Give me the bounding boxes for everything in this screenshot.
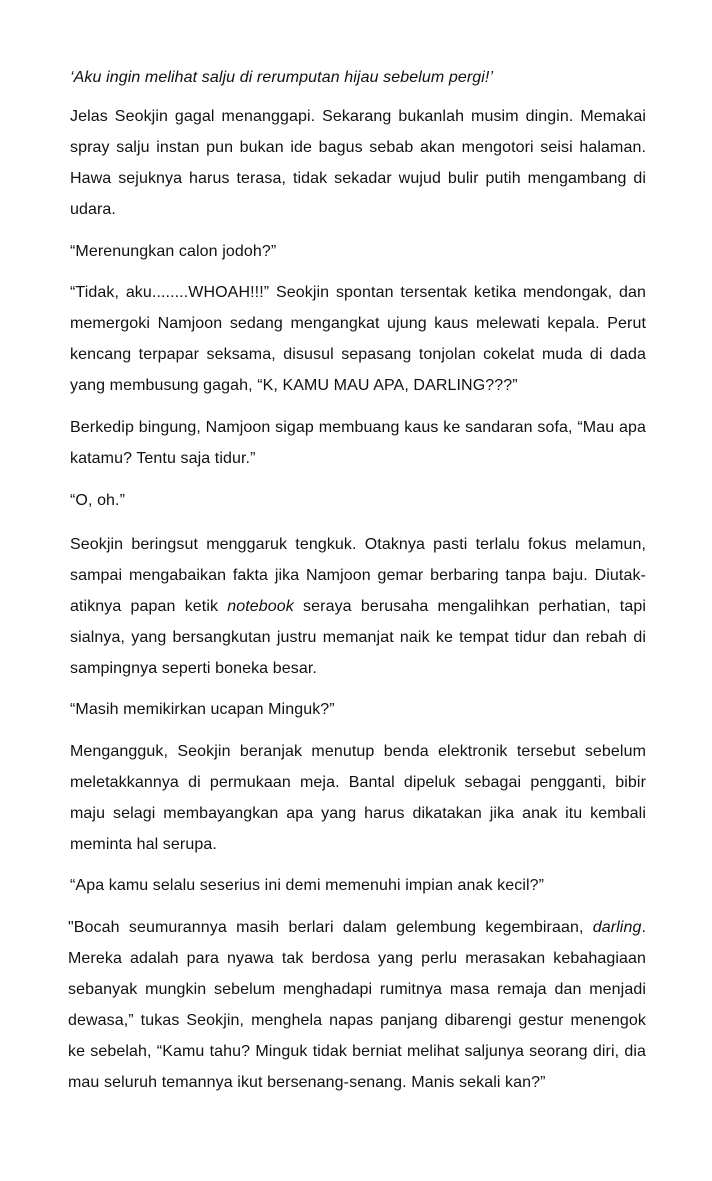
paragraph-bocah-text-after: . Mereka adalah para nyawa tak berdosa yang perlu merasakan kebahagiaan sebanyak mungkin sebelum menghadapi rumitnya masa remaja dan menjadi dewasa,” tukas Seokjin, menghela napas panjang dibarengi gestur menengok ke sebelah, “Kamu tahu? Minguk tidak berniat melihat saljunya seorang diri, dia mau seluruh temannya ikut bersenang-senang. Manis sekali kan?” — [68, 919, 646, 1091]
paragraph-notebook-text-before: Seokjin beringsut menggaruk tengkuk. Otaknya pasti terlalu fokus melamun, sampai mengabaikan fakta jika Namjoon gemar berbaring tanpa baju. Diutak-atiknya papan ketik — [70, 536, 646, 615]
paragraph-whoah: “Tidak, aku........WHOAH!!!” Seokjin spontan tersentak ketika mendongak, dan memergoki Namjoon sedang mengangkat ujung kaus melewati kepala. Perut kencang terpapar seksama, disusul sepasang tonjolan cokelat muda di dada yang membusung gagah, “K, KAMU MAU APA, DARLING???” — [70, 284, 646, 394]
paragraph-bocah — [68, 912, 646, 1098]
paragraph-notebook-emphasis: notebook — [227, 598, 294, 615]
paragraph-dialogue-minguk: “Masih memikirkan ucapan Minguk?” — [70, 701, 335, 718]
paragraph-seokjin-notebook — [70, 529, 646, 684]
paragraph-bocah-text-before: "Bocah seumurannya masih berlari dalam gelembung kegembiraan, — [68, 919, 593, 936]
paragraph-seokjin-fails: Jelas Seokjin gagal menanggapi. Sekarang bukanlah musim dingin. Memakai spray salju instan pun bukan ide bagus sebab akan mengotori seisi halaman. Hawa sejuknya harus terasa, tidak sekadar wujud bulir putih mengambang di udara. — [70, 108, 646, 218]
paragraph-bocah-emphasis: darling — [592, 919, 642, 936]
paragraph-o-oh: “O, oh.” — [70, 492, 126, 509]
paragraph-dialogue-serius: “Apa kamu selalu seserius ini demi memenuhi impian anak kecil?” — [70, 877, 545, 894]
paragraph-quote-snow: ‘Aku ingin melihat salju di rerumputan hijau sebelum pergi!’ — [70, 69, 494, 86]
paragraph-namjoon-kaus: Berkedip bingung, Namjoon sigap membuang kaus ke sandaran sofa, “Mau apa katamu? Tentu saja tidur.” — [70, 419, 646, 467]
paragraph-mengangguk: Mengangguk, Seokjin beranjak menutup benda elektronik tersebut sebelum meletakkannya di permukaan meja. Bantal dipeluk sebagai pengganti, bibir maju selagi membayangkan apa yang harus dikatakan jika anak itu kembali meminta hal serupa. — [70, 743, 646, 853]
paragraph-notebook-text-after: seraya berusaha mengalihkan perhatian, tapi sialnya, yang bersangkutan justru memanjat naik ke tempat tidur dan rebah di sampingnya seperti boneka besar. — [70, 598, 646, 677]
paragraph-dialogue-jodoh: “Merenungkan calon jodoh?” — [70, 243, 277, 260]
